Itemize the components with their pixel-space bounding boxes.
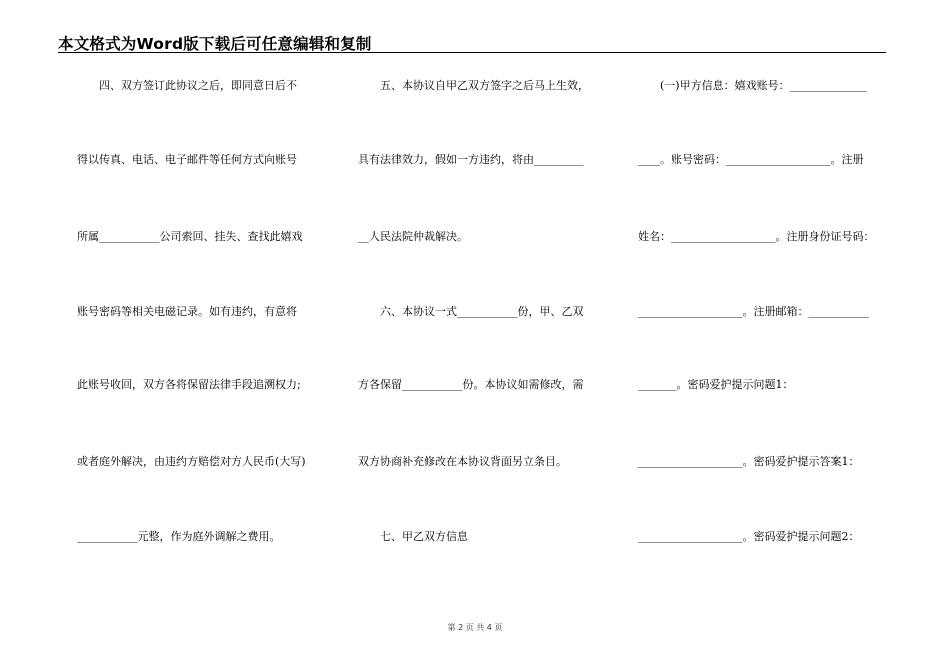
column-1-line-2: 得以传真、电话、电子邮件等任何方式向账号 xyxy=(77,153,297,166)
column-3-line-7: ___________________。密码爱护提示问题2： xyxy=(638,530,860,543)
header-divider xyxy=(58,52,886,53)
column-2-line-7: 七、甲乙双方信息 xyxy=(358,530,468,543)
column-3-line-6: ___________________。密码爱护提示答案1： xyxy=(638,455,860,468)
column-3-line-3: 姓名：___________________。注册身份证号码： xyxy=(638,230,875,243)
column-1-line-4: 账号密码等相关电磁记录。如有违约，有意将 xyxy=(77,305,297,318)
column-3-line-2: ____。账号密码：___________________。注册 xyxy=(638,153,864,166)
column-2-line-5: 方各保留___________份。本协议如需修改，需 xyxy=(358,378,584,391)
column-1-line-7: ___________元整，作为庭外调解之费用。 xyxy=(77,530,281,543)
column-1-line-3: 所属___________公司索回、挂失、查找此嬉戏 xyxy=(77,230,303,243)
column-3-line-1: (一)甲方信息：嬉戏账号：______________ xyxy=(638,79,867,92)
column-3-line-5: _______。密码爱护提示问题1： xyxy=(638,378,794,391)
column-1-line-6: 或者庭外解决，由违约方赔偿对方人民币(大写) xyxy=(77,455,306,468)
document-header-title: 本文格式为Word版下载后可任意编辑和复制 xyxy=(58,35,372,53)
column-1-line-1: 四、双方签订此协议之后，即同意日后不 xyxy=(77,79,297,92)
page-number: 第 2 页 共 4 页 xyxy=(447,623,503,632)
column-2-line-6: 双方协商补充修改在本协议背面另立条目。 xyxy=(358,455,567,468)
column-2-line-1: 五、本协议自甲乙双方签字之后马上生效， xyxy=(358,79,589,92)
column-3-line-4: ___________________。注册邮箱：___________ xyxy=(638,305,869,318)
column-2-line-3: __人民法院仲裁解决。 xyxy=(358,230,468,243)
column-2-line-2: 具有法律效力，假如一方违约，将由_________ xyxy=(358,153,584,166)
column-1-line-5: 此账号收回，双方各将保留法律手段追溯权力; xyxy=(77,378,301,391)
column-2-line-4: 六、本协议一式___________份，甲、乙双 xyxy=(358,305,584,318)
